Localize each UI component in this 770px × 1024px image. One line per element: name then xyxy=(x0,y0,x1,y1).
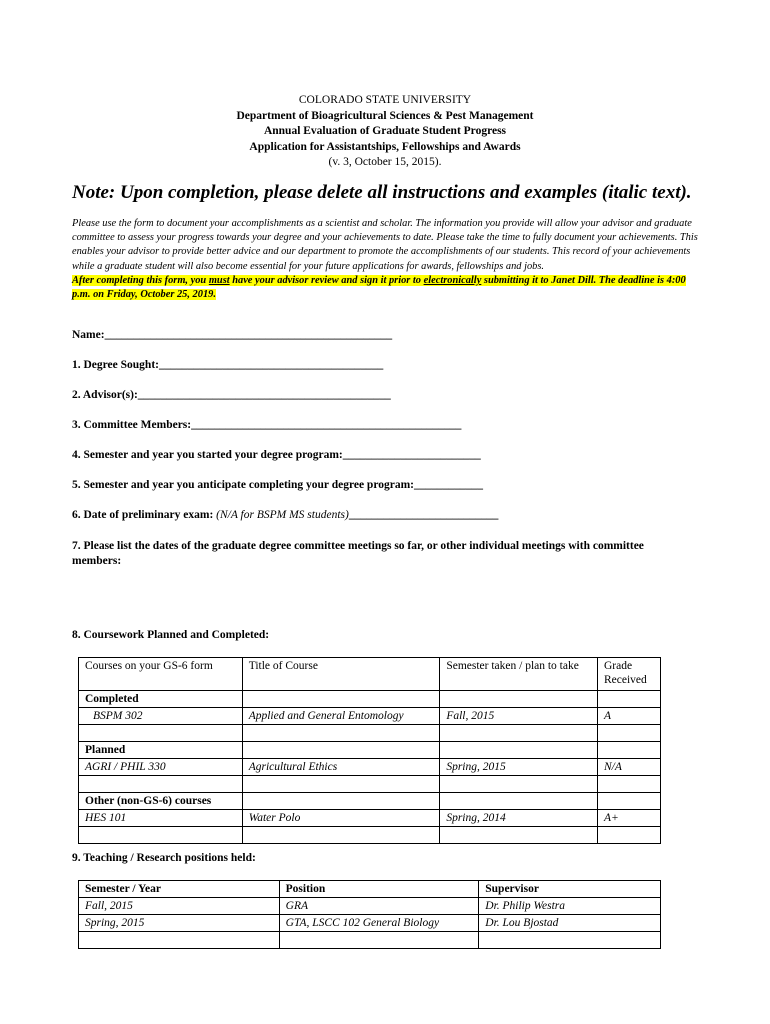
completion-semester-field[interactable]: 5. Semester and year you anticipate completing your degree program:____________ xyxy=(72,479,483,491)
preliminary-exam-field[interactable] xyxy=(72,509,498,521)
table-cell[interactable] xyxy=(440,742,598,759)
university-name: COLORADO STATE UNIVERSITY xyxy=(298,94,472,106)
deadline-text-a: After completing this form, you xyxy=(72,274,209,286)
table-cell[interactable]: Spring, 2015 xyxy=(79,915,280,932)
table-cell[interactable] xyxy=(79,827,243,844)
table-cell[interactable]: A+ xyxy=(598,810,661,827)
completion-note: Note: Upon completion, please delete all instructions and examples (italic text). xyxy=(72,182,692,203)
department-name: Department of Bioagricultural Sciences & Pest Management xyxy=(236,109,534,122)
table-cell[interactable]: Agricultural Ethics xyxy=(242,759,440,776)
must-emphasis: must xyxy=(208,274,230,286)
table-header-cell: Position xyxy=(279,881,479,898)
electronically-emphasis: electronically xyxy=(423,274,482,286)
table-row xyxy=(79,932,661,949)
table-cell[interactable]: A xyxy=(598,708,661,725)
table-header-cell: Title of Course xyxy=(242,658,440,691)
table-row xyxy=(79,793,661,810)
planned-label: Planned xyxy=(79,742,243,759)
table-cell[interactable] xyxy=(242,827,440,844)
table-cell[interactable] xyxy=(598,776,661,793)
table-cell[interactable] xyxy=(598,793,661,810)
committee-meetings-question: 7. Please list the dates of the graduate degree committee meetings so far, or other individual meetings with committee members: xyxy=(72,540,644,567)
coursework-table xyxy=(78,657,661,844)
table-cell[interactable] xyxy=(242,793,440,810)
table-cell[interactable]: Dr. Lou Bjostad xyxy=(479,915,661,932)
instructions-paragraph xyxy=(72,217,702,302)
table-row xyxy=(79,725,661,742)
committee-members-field[interactable]: 3. Committee Members:_______________________________________________ xyxy=(72,419,462,431)
table-cell[interactable] xyxy=(242,691,440,708)
table-cell[interactable] xyxy=(598,691,661,708)
start-semester-field[interactable]: 4. Semester and year you started your degree program:________________________ xyxy=(72,449,481,461)
table-cell[interactable] xyxy=(79,776,243,793)
deadline-text-b: have your advisor review and sign it prior to xyxy=(229,274,424,286)
table-cell[interactable] xyxy=(479,932,661,949)
table-cell[interactable]: Spring, 2014 xyxy=(440,810,598,827)
table-header-cell: Grade Received xyxy=(598,658,661,691)
table-row xyxy=(79,776,661,793)
degree-sought-field[interactable]: 1. Degree Sought:_______________________________________ xyxy=(72,359,384,371)
table-cell[interactable]: Water Polo xyxy=(242,810,440,827)
table-cell[interactable] xyxy=(79,932,280,949)
table-cell[interactable]: GTA, LSCC 102 General Biology xyxy=(279,915,479,932)
evaluation-title: Annual Evaluation of Graduate Student Progress xyxy=(263,125,507,137)
table-row xyxy=(79,658,661,691)
table-cell[interactable]: HES 101 xyxy=(79,810,243,827)
table-cell[interactable] xyxy=(242,776,440,793)
table-row xyxy=(79,881,661,898)
table-row xyxy=(79,691,661,708)
table-header-cell: Semester taken / plan to take xyxy=(440,658,598,691)
table-row xyxy=(79,898,661,915)
table-header-cell: Semester / Year xyxy=(79,881,280,898)
table-row xyxy=(79,915,661,932)
table-cell[interactable]: AGRI / PHIL 330 xyxy=(79,759,243,776)
table-cell[interactable] xyxy=(440,691,598,708)
deadline-highlight xyxy=(72,275,686,300)
table-row xyxy=(79,827,661,844)
application-title: Application for Assistantships, Fellowships and Awards xyxy=(249,140,521,153)
name-field[interactable]: Name:__________________________________________________ xyxy=(72,329,393,341)
coursework-heading: 8. Coursework Planned and Completed: xyxy=(72,629,270,641)
table-cell[interactable]: Dr. Philip Westra xyxy=(479,898,661,915)
table-row xyxy=(79,759,661,776)
table-cell[interactable]: Fall, 2015 xyxy=(440,708,598,725)
prelim-hint: (N/A for BSPM MS students) xyxy=(216,509,349,521)
table-header-cell: Supervisor xyxy=(479,881,661,898)
table-row xyxy=(79,810,661,827)
prelim-line: __________________________ xyxy=(348,509,499,521)
table-cell[interactable] xyxy=(79,725,243,742)
table-cell[interactable]: Applied and General Entomology xyxy=(242,708,440,725)
table-row xyxy=(79,742,661,759)
table-cell[interactable]: GRA xyxy=(279,898,479,915)
table-cell[interactable] xyxy=(440,793,598,810)
table-cell[interactable]: Spring, 2015 xyxy=(440,759,598,776)
table-cell[interactable]: Fall, 2015 xyxy=(79,898,280,915)
instructions-text: Please use the form to document your accomplishments as a scientist and scholar. The information you provide will allow your advisor and graduate committee to assess your progress towards your degree and your achievements to date. Please take the time to fully document your achievements. This enables your advisor to provide better advice and our department to promote the accomplishments of our students. This record of your achievements while a graduate student will also become essential for your future applications for awards, fellowships and jobs. xyxy=(72,218,698,272)
table-row xyxy=(79,708,661,725)
completed-label: Completed xyxy=(79,691,243,708)
advisor-field[interactable]: 2. Advisor(s):____________________________________________ xyxy=(72,389,391,401)
table-cell[interactable]: N/A xyxy=(598,759,661,776)
table-header-cell: Courses on your GS-6 form xyxy=(79,658,243,691)
positions-heading: 9. Teaching / Research positions held: xyxy=(72,852,256,864)
table-cell[interactable] xyxy=(598,827,661,844)
table-cell[interactable] xyxy=(440,725,598,742)
table-cell[interactable] xyxy=(598,725,661,742)
positions-table xyxy=(78,880,661,949)
table-cell[interactable] xyxy=(279,932,479,949)
table-cell[interactable] xyxy=(440,827,598,844)
deadline-text-c: submitting it to Janet Dill. The deadline is 4:00 p.m. on Friday, October 25, 2019. xyxy=(72,274,686,301)
table-cell[interactable] xyxy=(598,742,661,759)
table-cell[interactable] xyxy=(242,725,440,742)
table-cell[interactable]: BSPM 302 xyxy=(79,708,243,725)
version-line: (v. 3, October 15, 2015). xyxy=(328,156,442,168)
table-cell[interactable] xyxy=(440,776,598,793)
table-cell[interactable] xyxy=(242,742,440,759)
document-header xyxy=(0,93,770,171)
prelim-label: 6. Date of preliminary exam: xyxy=(72,509,217,521)
other-courses-label: Other (non-GS-6) courses xyxy=(79,793,243,810)
